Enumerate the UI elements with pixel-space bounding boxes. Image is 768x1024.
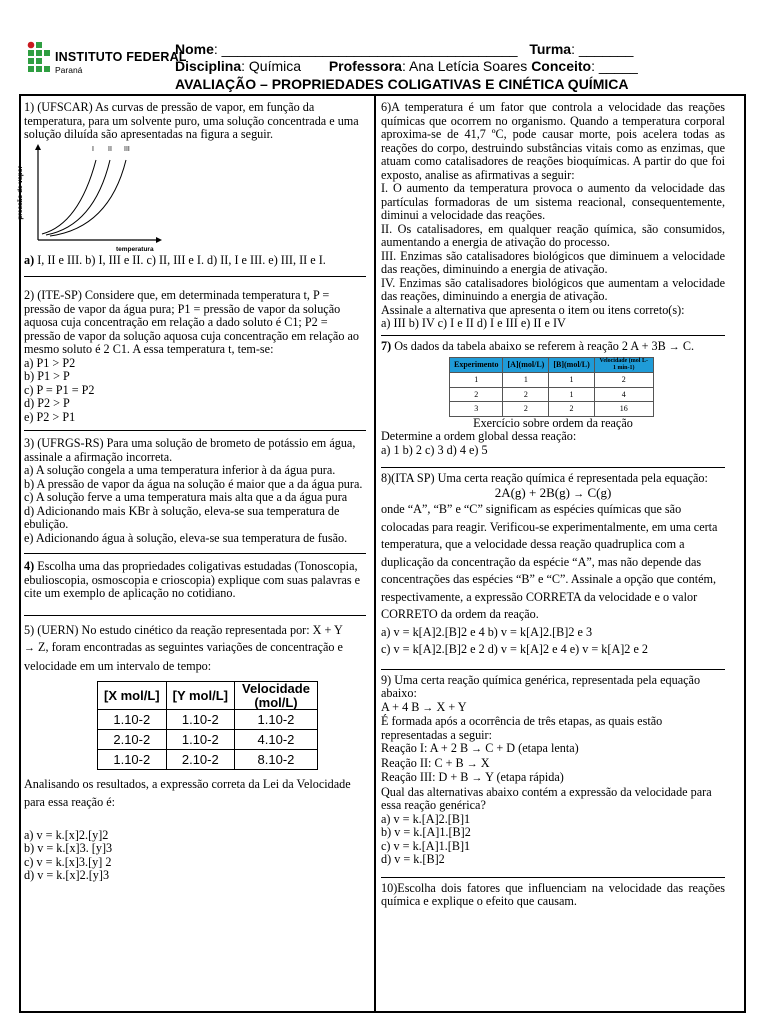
table-row: 3 2 2 16 (450, 402, 654, 417)
q5-option: d) v = k.[x]2.[y]3 (24, 868, 110, 882)
professora-value: : Ana Letícia Soares (401, 58, 528, 74)
turma-label: Turma (529, 41, 572, 57)
question-7: 7) Os dados da tabela abaixo se referem à reação 2 A + 3B → C. Experimento [A](mol/L) [B](mol/L) Velocidade (mol L-1 min-1) 1 1 1 2 2 2 1 4 3 2 2 16 Exercício sobre ordem da reação Determine a ordem global dessa reação: a) 1 b) 2 c) 3 d) 4 e) 5 (381, 340, 725, 458)
separator (24, 430, 366, 431)
q3-option: d) Adicionando mais KBr à solução, eleva-se sua temperatura de ebulição. (24, 503, 340, 531)
table-header: Experimento (450, 358, 503, 373)
q5-after: Analisando os resultados, a expressão correta da Lei da Velocidade para essa reação é: (24, 777, 351, 809)
table-header: [X mol/L] (98, 682, 167, 710)
arrow-icon: → (422, 701, 434, 714)
table-header: [A](mol/L) (503, 358, 549, 373)
q9-text: 9) Uma certa reação química genérica, representada pela equação abaixo: (381, 672, 701, 700)
q3-text: 3) (UFRGS-RS) Para uma solução de brometo de potássio em água, assinale a afirmação incorreta. (24, 436, 356, 464)
q1-opt-a: a) (24, 252, 35, 267)
separator (381, 669, 725, 670)
page-title: AVALIAÇÃO – PROPRIEDADES COLIGATIVAS E CINÉTICA QUÍMICA (175, 76, 629, 92)
q6-item: II. Os catalisadores, em qualquer reação química, são consumidos, aumentando a energia de ativação do processo. (381, 221, 725, 249)
question-8 (381, 472, 725, 659)
curve-label-III: III (124, 145, 130, 153)
separator (381, 467, 725, 468)
nome-label: Nome (175, 41, 214, 57)
question-10 (381, 882, 725, 909)
q7-caption: Exercício sobre ordem da reação (473, 415, 633, 430)
table-header: Velocidade (mol/L) (234, 682, 317, 710)
q5-text: 5) (UERN) No estudo cinético da reação representada por: X + Y (24, 622, 343, 637)
conceito-field[interactable]: : _____ (591, 58, 638, 74)
header-line-2 (175, 58, 638, 75)
separator (24, 276, 366, 277)
q2-option: e) P2 > P1 (24, 409, 76, 424)
vapor-pressure-graph (24, 142, 174, 254)
q2-option: c) P = P1 = P2 (24, 382, 95, 397)
q7-prompt: Determine a ordem global dessa reação: (381, 429, 577, 443)
q9-prompt: Qual das alternativas abaixo contém a expressão da velocidade para essa reação genérica? (381, 784, 712, 812)
separator (24, 553, 366, 554)
q5-option: c) v = k.[x]3.[y] 2 (24, 854, 112, 869)
q9-option: b) v = k.[A]1.[B]2 (381, 825, 471, 839)
q9-option: a) v = k.[A]2.[B]1 (381, 811, 471, 826)
q10-text: 10)Escolha dois fatores que influenciam na velocidade das reações química e explique o efeito que causam. (381, 880, 725, 908)
curve-label-II: II (108, 145, 112, 153)
right-column (381, 101, 725, 909)
q6-item: I. O aumento da temperatura provoca o aumento da velocidade das partículas formadoras de um sistema reacional, consequentemente, diminui a velocidade das reações. (381, 181, 725, 222)
arrow-icon: → (24, 642, 35, 654)
logo-subtext: Paraná (55, 65, 83, 75)
separator (381, 877, 725, 878)
logo-text: INSTITUTO FEDERAL (55, 50, 187, 64)
q5-option: b) v = k.[x]3. [y]3 (24, 841, 113, 855)
table-header: [Y mol/L] (166, 682, 234, 710)
table-row: 2.10-2 1.10-2 4.10-2 (98, 730, 318, 750)
q7-number: 7) (381, 338, 392, 353)
question-9 (381, 674, 725, 867)
professora-label: Professora (328, 58, 402, 74)
table-row: 2 2 1 4 (450, 387, 654, 402)
q5-option: a) v = k.[x]2.[y]2 (24, 827, 109, 842)
q3-option: c) A solução ferve a uma temperatura mais alta que a da água pura (24, 490, 348, 504)
question-6 (381, 101, 725, 331)
table-row: 1.10-2 1.10-2 1.10-2 (98, 710, 318, 730)
question-4 (24, 560, 366, 601)
q5-table (97, 681, 318, 770)
q3-option: a) A solução congela a uma temperatura inferior à da água pura. (24, 463, 336, 477)
q1-graph (17, 142, 366, 254)
q7-table (449, 357, 654, 417)
q6-prompt: Assinale a alternativa que apresenta o item ou itens correto(s): (381, 302, 685, 317)
q6-options: a) III b) IV c) I e II d) I e III e) II e IV (381, 316, 566, 330)
disciplina-value: : Química (241, 58, 302, 74)
arrow-icon: → (668, 340, 680, 353)
q8-text: 8)(ITA SP) Uma certa reação química é representada pela equação: (381, 471, 708, 485)
arrow-icon: → (471, 772, 483, 784)
q8-option: c) v = k[A]2.[B]2 e 2 d) v = k[A]2 e 4 e) v = k[A]2 e 2 (381, 642, 649, 656)
graph-y-label: pressão de vapor (17, 165, 25, 220)
left-column (17, 100, 366, 883)
question-5: 5) (UERN) No estudo cinético da reação representada por: X + Y → Z, foram encontradas as seguintes variações de concentração e velocidade em um intervalo de tempo: [X mol/L] [Y mol/L] Velocidade (mol/L) 1.10-2 1.10-2 1.10-2 2.10-2 1.10-2 4.10-2 1.10-2 2.10-2 8.10-2 Analisando os resultados, a expressão correta da Lei da Velocidade para essa reação é: a) v = k.[x]2.[y]2 b) v = k.[x]3. [y]3 c) v = k.[x]3.[y] 2 d) v = k.[x]2.[y]3 (24, 622, 366, 883)
disciplina-label: Disciplina (175, 58, 242, 74)
arrow-icon: → (471, 743, 483, 755)
q9-equation: A + 4 B → X + Y (381, 699, 467, 714)
arrow-icon: → (573, 487, 585, 500)
column-divider (374, 94, 376, 1013)
q9-step: Reação I: A + 2 B → C + D (etapa lenta) (381, 741, 579, 755)
q8-option: a) v = k[A]2.[B]2 e 4 b) v = k[A]2.[B]2 e 3 (381, 624, 593, 639)
question-1 (17, 100, 366, 267)
table-header: Velocidade (mol L-1 min-1) (594, 358, 653, 373)
q4-number: 4) (24, 559, 35, 573)
q1-options: a) I, II e III. b) I, III e II. c) II, III e I. d) II, I e III. e) III, II e I. (24, 252, 326, 267)
q9-intro: É formada após a ocorrência de três etapas, as quais estão representadas a seguir: (381, 714, 663, 742)
arrow-icon: → (466, 757, 478, 770)
turma-field[interactable]: : _______ (571, 41, 634, 57)
nome-field[interactable]: : ______________________________________ (213, 41, 518, 57)
graph-x-label: temperatura (116, 245, 154, 253)
curve-label-I: I (92, 145, 94, 153)
q2-option: b) P1 > P (24, 369, 70, 383)
institute-logo (27, 41, 187, 81)
q9-step: Reação II: C + B → X (381, 755, 490, 770)
table-header: [B](mol/L) (549, 358, 594, 373)
question-3 (24, 437, 366, 545)
q9-option: d) v = k.[B]2 (381, 852, 445, 866)
q9-step: Reação III: D + B → Y (etapa rápida) (381, 770, 564, 784)
q4-text: Escolha uma das propriedades coligativas estudadas (Tonoscopia, ebulioscopia, osmoscopia e crioscopia) explique com suas palavras e cite um exemplo de aplicação no cotidiano. (24, 559, 361, 600)
q6-item: III. Enzimas são catalisadores biológicos que diminuem a velocidade das reações, diminuindo a energia de ativação. (381, 248, 725, 276)
q1-text: 1) (UFSCAR) As curvas de pressão de vapor, em função da temperatura, para um solvente puro, uma solução concentrada e uma solução diluída são apresentadas na figura a seguir. (24, 100, 359, 141)
q2-option: d) P2 > P (24, 396, 70, 410)
q6-item: IV. Enzimas são catalisadores biológicos que aumentam a velocidade das reações, diminuindo a energia de ativação. (381, 275, 725, 303)
table-row: 1 1 1 2 (450, 373, 654, 388)
q3-option: e) Adicionando água à solução, eleva-se sua temperatura de fusão. (24, 530, 348, 545)
q7-options: a) 1 b) 2 c) 3 d) 4 e) 5 (381, 442, 488, 457)
header-line-1 (175, 41, 633, 58)
q3-option: b) A pressão de vapor da água na solução é maior que a da água pura. (24, 476, 363, 491)
q2-text: 2) (ITE-SP) Considere que, em determinada temperatura t, P = pressão de vapor da água pura; P1 = pressão de vapor da solução aquosa cuja concentração em relação a dado soluto é C1; P2 = pressão de vapor da solução aquosa cuja concentração em relação ao mesmo soluto é 2 C1. A essa temperatura t, tem-se: (24, 288, 359, 356)
q8-body: onde “A”, “B” e “C” significam as espécies químicas que são colocadas para reagir. Verificou-se experimentalmente, em uma certa temperatura, que a velocidade dessa reação quadruplica com a duplicação da concentração da espécie “A”, mas não depende das concentrações das espécies “B” e “C”. Assinale a opção que contém, respectivamente, a expressão CORRETA da velocidade e o valor CORRETO da ordem da reação. (381, 502, 718, 621)
q2-option: a) P1 > P2 (24, 355, 76, 370)
q9-option: c) v = k.[A]1.[B]1 (381, 838, 471, 853)
conceito-label: Conceito (531, 58, 592, 74)
q8-equation: 2A(g) + 2B(g) → C(g) (494, 484, 612, 500)
question-2 (24, 289, 366, 424)
separator (24, 615, 366, 616)
separator (381, 335, 725, 336)
q6-text: 6)A temperatura é um fator que controla a velocidade das reações químicas que ocorrem no organismo. Quando a temperatura corporal aproxima-se de 41,7 ºC, pode causar morte, pois acelera todas as reações do corpo, destruindo substâncias vitais como as enzimas, que atuam como catalisadores de reações bioquímicas. A partir do que foi exposto, analise as afirmativas a seguir: (381, 100, 725, 182)
table-row: 1.10-2 2.10-2 8.10-2 (98, 750, 318, 770)
